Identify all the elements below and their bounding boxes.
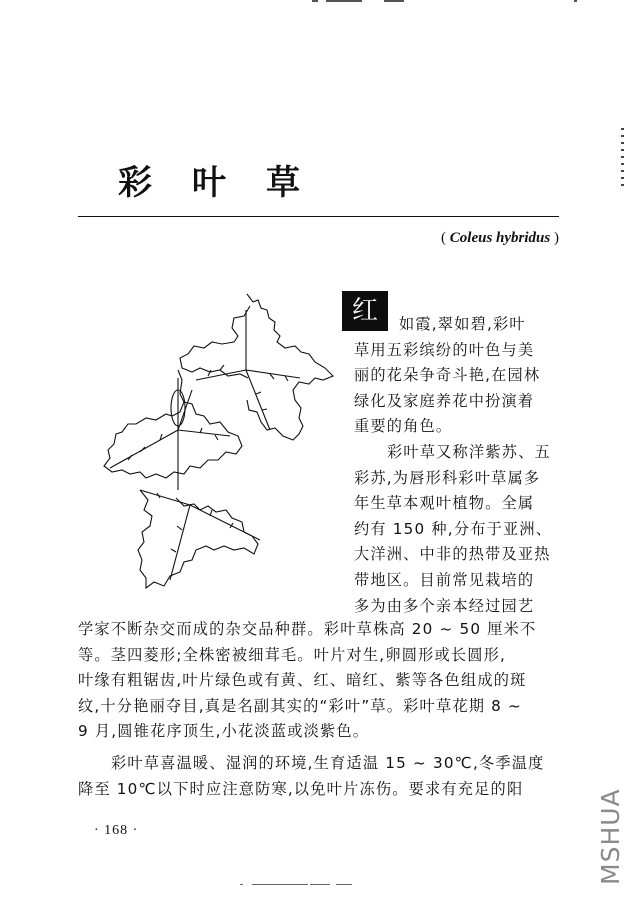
full-width-text bbox=[78, 617, 568, 802]
text-line: 年生草本观叶植物。全属 bbox=[354, 494, 535, 513]
title-divider bbox=[78, 216, 559, 217]
text-line: 彩叶草喜温暖、湿润的环境,生育适温 15 ~ 30℃,冬季温度 bbox=[111, 753, 545, 772]
text-line: 大洋洲、中非的热带及亚热 bbox=[354, 545, 551, 564]
text-line: 降至 10℃以下时应注意防寒,以免叶片冻伤。要求有充足的阳 bbox=[78, 779, 524, 798]
scan-artifact-bottom bbox=[240, 884, 360, 886]
text-line: 彩苏,为唇形科彩叶草属多 bbox=[354, 468, 541, 487]
scan-artifact-side bbox=[621, 128, 624, 188]
text-line: 约有 150 种,分布于亚洲、 bbox=[354, 519, 553, 538]
right-column-text bbox=[354, 312, 562, 619]
text-line: 彩叶草又称洋紫苏、五 bbox=[387, 442, 551, 461]
coleus-leaf-illustration bbox=[100, 290, 340, 600]
watermark: MSHUA bbox=[596, 788, 625, 885]
text-line: 带地区。目前常见栽培的 bbox=[354, 570, 535, 589]
text-line: 草用五彩缤纷的叶色与美 bbox=[354, 340, 535, 359]
drop-cap: 红 bbox=[342, 291, 388, 331]
scan-artifact-top bbox=[312, 0, 432, 3]
text-line: 重要的角色。 bbox=[354, 417, 453, 436]
text-line: 等。茎四菱形;全株密被细茸毛。叶片对生,卵圆形或长圆形, bbox=[78, 645, 507, 664]
text-line: 丽的花朵争奇斗艳,在园林 bbox=[354, 366, 541, 385]
text-line: 纹,十分艳丽夺目,真是名副其实的“彩叶”草。彩叶草花期 8 ~ bbox=[78, 696, 522, 715]
text-line: 多为由多个亲本经过园艺 bbox=[354, 596, 535, 615]
text-line: 学家不断杂交而成的杂交品种群。彩叶草株高 20 ~ 50 厘米不 bbox=[78, 620, 537, 638]
page-number: · 168 · bbox=[94, 823, 139, 838]
text-line: 叶缘有粗锯齿,叶片绿色或有黄、红、暗红、紫等各色组成的斑 bbox=[78, 671, 527, 690]
text-line: 9 月,圆锥花序顶生,小花淡蓝或淡紫色。 bbox=[78, 722, 370, 741]
text-line: 绿化及家庭养花中扮演着 bbox=[354, 391, 535, 410]
scientific-name: ( Coleus hybridus ) bbox=[441, 230, 559, 246]
page-title: 彩叶草 bbox=[118, 163, 340, 203]
text-line: 如霞,翠如碧,彩叶 bbox=[399, 315, 526, 333]
